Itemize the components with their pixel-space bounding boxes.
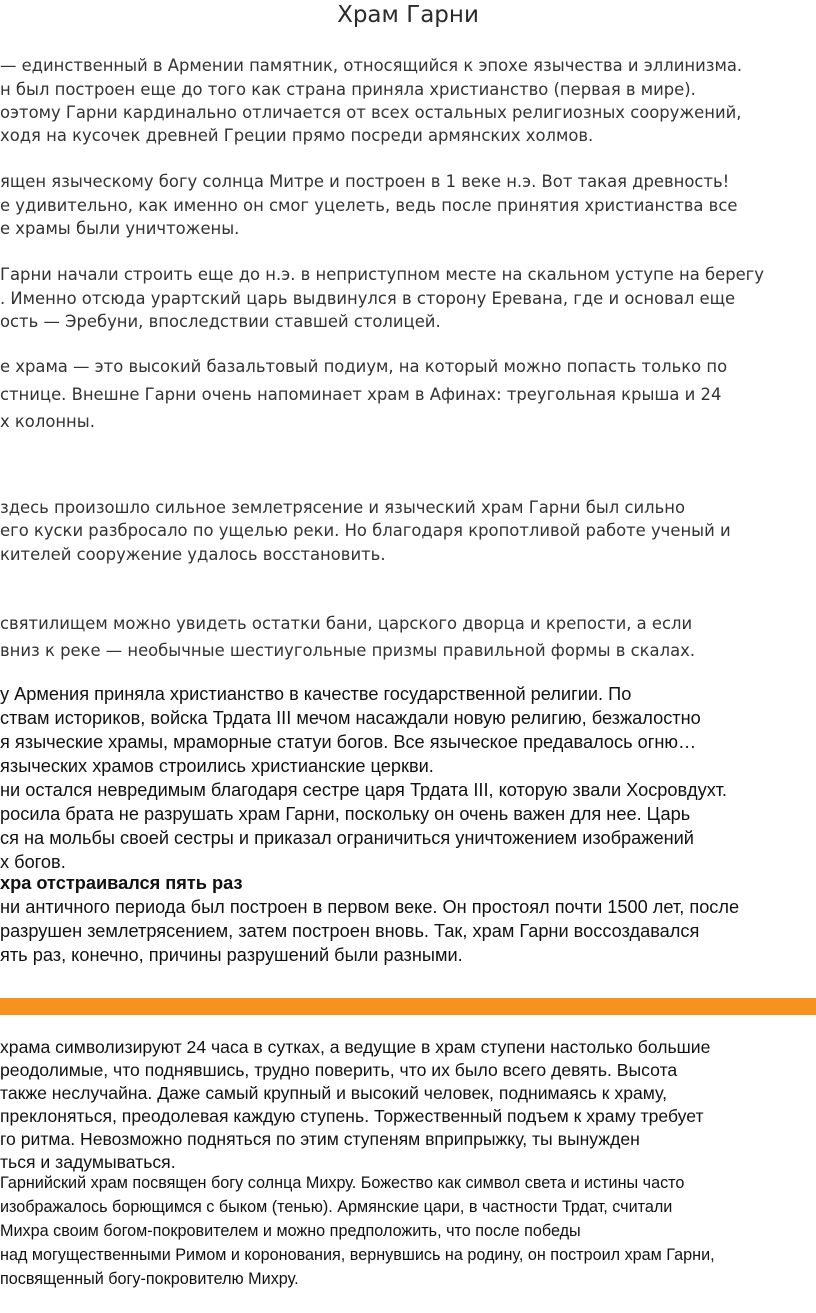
- text-line: х колонны.: [0, 412, 95, 431]
- text-line: ящен языческому богу солнца Митре и построен в 1 веке н.э. Вот такая древность!: [0, 172, 730, 191]
- text-line: е храма — это высокий базальтовый подиум, на который можно попасть только по: [0, 357, 728, 376]
- text-line: ять раз, конечно, причины разрушений были разными.: [0, 945, 463, 965]
- text-line: Михра своим богом-покровителем и можно предположить, что после победы: [0, 1222, 581, 1240]
- text-line: изображалось борющимся с быком (тенью). Армянские цари, в частности Трдат, считали: [0, 1198, 673, 1216]
- text-line: ться и задумываться.: [0, 1152, 176, 1172]
- text-line: стнице. Внешне Гарни очень напоминает храм в Афинах: треугольная крыша и 24: [0, 385, 722, 404]
- text-line: е удивительно, как именно он смог уцелеть, ведь после принятия христианства все: [0, 196, 738, 215]
- text-line: ни остался невредимым благодаря сестре царя Трдата III, которую звали Хосровдухт.: [0, 780, 727, 800]
- text-line: ходя на кусочек древней Греции прямо посреди армянских холмов.: [0, 126, 594, 145]
- text-line: реодолимые, что поднявшись, трудно поверить, что их было всего девять. Высота: [0, 1060, 678, 1080]
- text-line: храма символизируют 24 часа в сутках, а ведущие в храм ступени настолько большие: [0, 1037, 711, 1057]
- orange-divider-bar: [0, 998, 816, 1015]
- text-line: кителей сооружение удалось восстановить.: [0, 545, 386, 564]
- text-line: го ритма. Невозможно подняться по этим ступеням вприпрыжку, ты вынужден: [0, 1129, 640, 1149]
- text-line: здесь произошло сильное землетрясение и языческий храм Гарни был сильно: [0, 498, 686, 517]
- text-line: преклоняться, преодолевая каждую ступень. Торжественный подъем к храму требует: [0, 1106, 704, 1126]
- text-line: ни античного периода был построен в первом веке. Он простоял почти 1500 лет, после: [0, 897, 740, 917]
- text-line: святилищем можно увидеть остатки бани, царского дворца и крепости, а если: [0, 614, 693, 633]
- text-line: Гарнийский храм посвящен богу солнца Михру. Божество как символ света и истины часто: [0, 1174, 685, 1192]
- text-line: е храмы были уничтожены.: [0, 219, 240, 238]
- text-line: также неслучайна. Даже самый крупный и высокий человек, поднимаясь к храму,: [0, 1083, 667, 1103]
- text-line: ся на мольбы своей сестры и приказал ограничиться уничтожением изображений: [0, 828, 694, 848]
- text-line: разрушен землетрясением, затем построен вновь. Так, храм Гарни воссоздавался: [0, 921, 700, 941]
- text-line: ость — Эребуни, впоследствии ставшей столицей.: [0, 312, 441, 331]
- page-title: Храм Гарни: [337, 2, 479, 28]
- section-heading: хра отстраивался пять раз: [0, 873, 243, 893]
- text-line: ствам историков, войска Трдата III мечом насаждали новую религию, безжалостно: [0, 708, 701, 728]
- text-line: у Армения приняла христианство в качестве государственной религии. По: [0, 684, 632, 704]
- text-line: оэтому Гарни кардинально отличается от всех остальных религиозных сооружений,: [0, 103, 742, 122]
- text-line: я языческие храмы, мраморные статуи богов. Все языческое предавалось огню…: [0, 732, 697, 752]
- text-line: посвященный богу-покровителю Михру.: [0, 1270, 299, 1288]
- text-line: вниз к реке — необычные шестиугольные призмы правильной формы в скалах.: [0, 641, 696, 660]
- text-line: х богов.: [0, 852, 66, 872]
- text-line: его куски разбросало по ущелью реки. Но благодаря кропотливой работе ученый и: [0, 521, 731, 540]
- text-line: росила брата не разрушать храм Гарни, поскольку он очень важен для нее. Царь: [0, 804, 691, 824]
- text-line: н был построен еще до того как страна приняла христианство (первая в мире).: [0, 80, 696, 99]
- text-line: . Именно отсюда урартский царь выдвинулся в сторону Еревана, где и основал еще: [0, 289, 736, 308]
- text-line: Гарни начали строить еще до н.э. в неприступном месте на скальном уступе на берегу: [0, 265, 764, 284]
- text-line: — единственный в Армении памятник, относящийся к эпохе язычества и эллинизма.: [0, 56, 743, 75]
- text-line: языческих храмов строились христианские церкви.: [0, 756, 434, 776]
- text-line: над могущественными Римом и коронования, вернувшись на родину, он построил храм Гарни,: [0, 1246, 715, 1264]
